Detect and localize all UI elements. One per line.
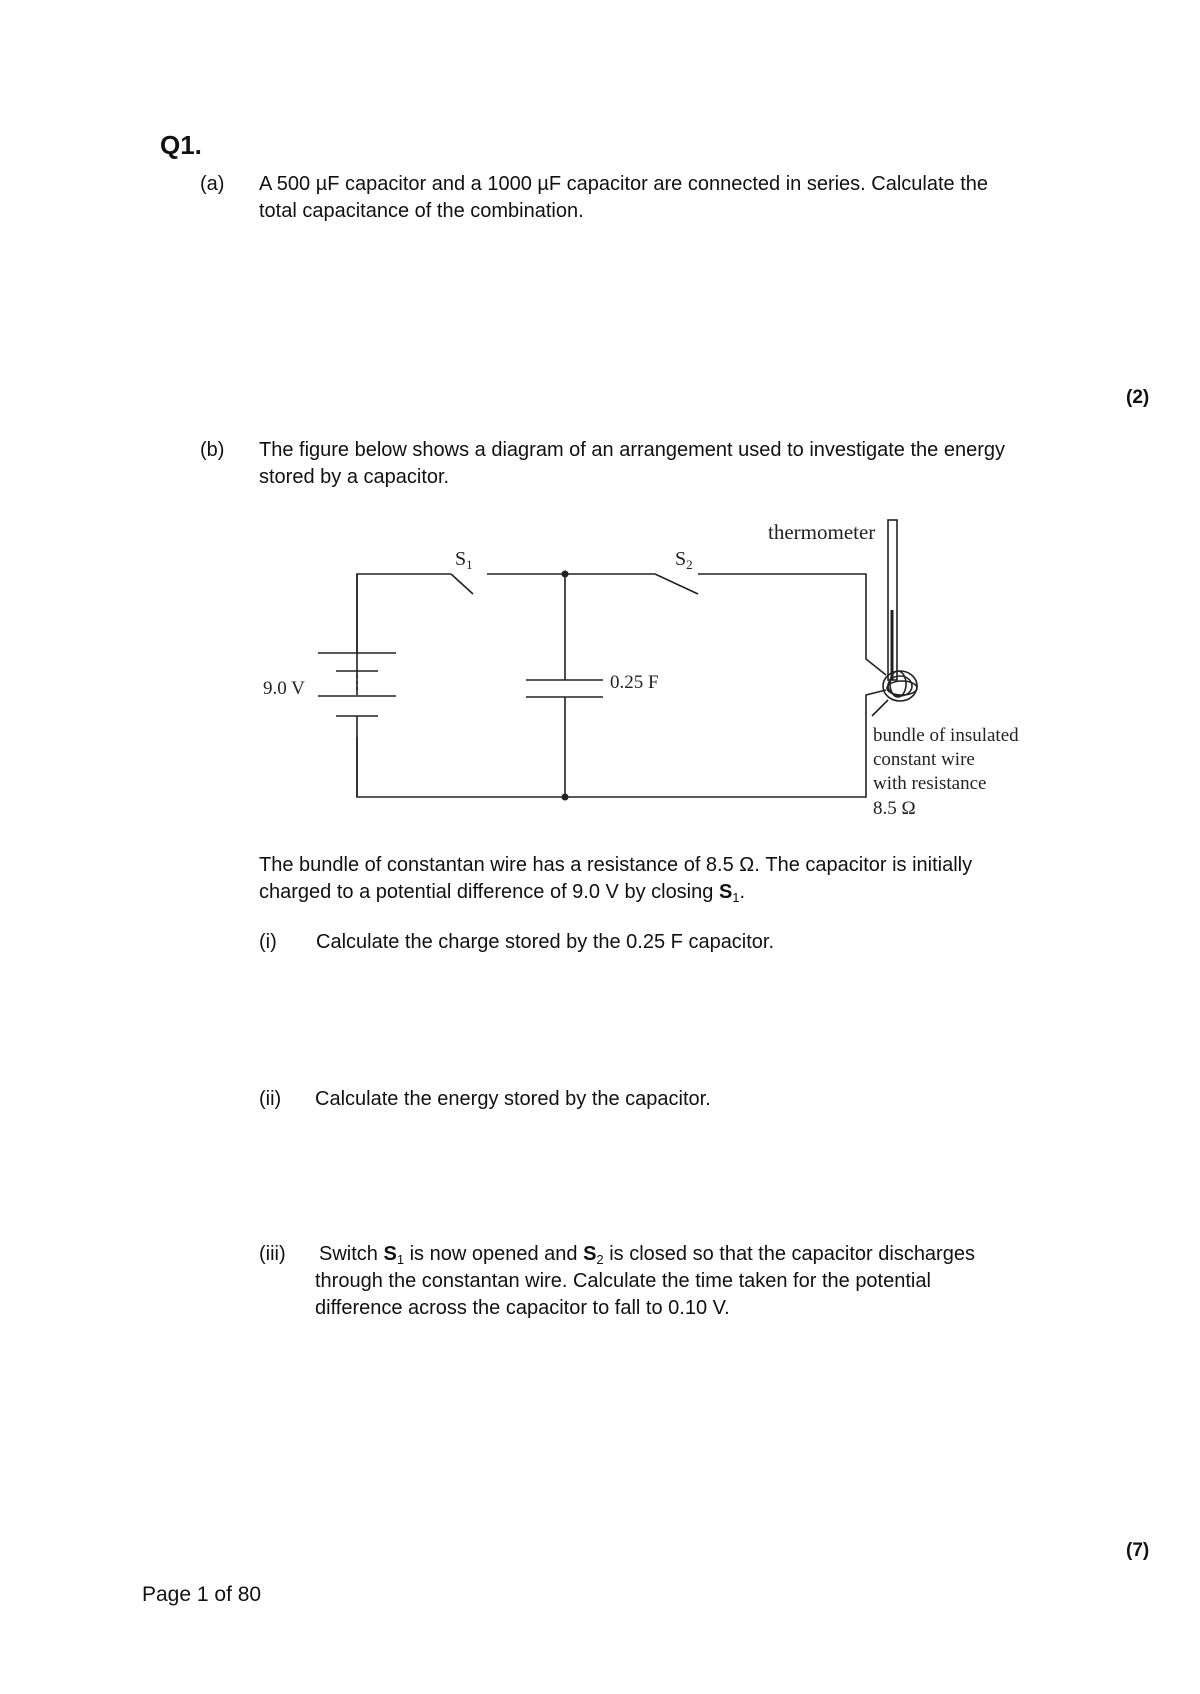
part-ii-text: Calculate the energy stored by the capacitor. — [315, 1088, 711, 1110]
wire-left — [357, 574, 451, 695]
part-a-marks: (2) — [1126, 387, 1150, 408]
part-b-line1: The figure below shows a diagram of an arrangement used to investigate the energy — [259, 439, 1005, 461]
s1-label: S — [455, 548, 467, 570]
part-iii-line2: through the constantan wire. Calculate the time taken for the potential — [315, 1270, 931, 1292]
page-number: Page 1 of 80 — [142, 1583, 262, 1606]
s2-subscript: 2 — [686, 557, 693, 572]
part-b-marks: (7) — [1126, 1540, 1150, 1561]
part-iii-line1: Switch $S_1$ is now opened and $S_2$ is closed so that the capacitor discharges — [319, 1243, 975, 1267]
bundle-label-3: with resistance — [873, 773, 987, 794]
part-i-text: Calculate the charge stored by the 0.25 F capacitor. — [316, 931, 775, 953]
switch-s1-blade — [451, 574, 473, 594]
bundle-label-2: constant wire — [873, 749, 975, 770]
info-switch-s1: S — [718, 881, 733, 903]
thermometer-label: thermometer — [768, 520, 876, 544]
bundle-label-1: bundle of insulated — [873, 725, 1019, 746]
battery-label: 9.0 V — [263, 678, 305, 699]
part-ii-label: (ii) — [259, 1088, 282, 1110]
iii-switch-s2: S — [583, 1243, 597, 1265]
s2-label: S — [675, 548, 687, 570]
junction-bottom — [562, 794, 569, 801]
wire-bottom — [357, 690, 886, 797]
junction-top — [562, 571, 569, 578]
capacitor-label: 0.25 F — [610, 672, 659, 693]
part-i-label: (i) — [259, 931, 277, 953]
part-iii-label: (iii) — [259, 1243, 286, 1265]
s1-subscript: 1 — [466, 557, 473, 572]
svg-text:S2 — [675, 548, 693, 572]
part-a-line2: total capacitance of the combination. — [259, 200, 584, 222]
info-line1: The bundle of constantan wire has a resistance of 8.5 Ω. The capacitor is initially — [259, 854, 973, 876]
switch-s2-blade — [655, 574, 698, 594]
question-title: Q1. — [160, 130, 202, 160]
bundle-pointer — [872, 700, 888, 716]
info-line2: charged to a potential difference of 9.0 V by closing $S_1$. — [259, 881, 746, 905]
part-a-line1: A 500 µF capacitor and a 1000 µF capacitor are connected in series. Calculate the — [259, 173, 989, 195]
bundle-label-4: 8.5 Ω — [873, 798, 916, 819]
iii-switch-s1: S — [383, 1243, 397, 1265]
part-b-label: (b) — [200, 439, 225, 461]
wire-right-top — [698, 574, 886, 675]
svg-text:S1 — [455, 548, 473, 572]
part-iii-line3: difference across the capacitor to fall to 0.10 V. — [315, 1297, 730, 1319]
part-a-label: (a) — [200, 173, 225, 195]
part-b-line2: stored by a capacitor. — [259, 466, 450, 488]
